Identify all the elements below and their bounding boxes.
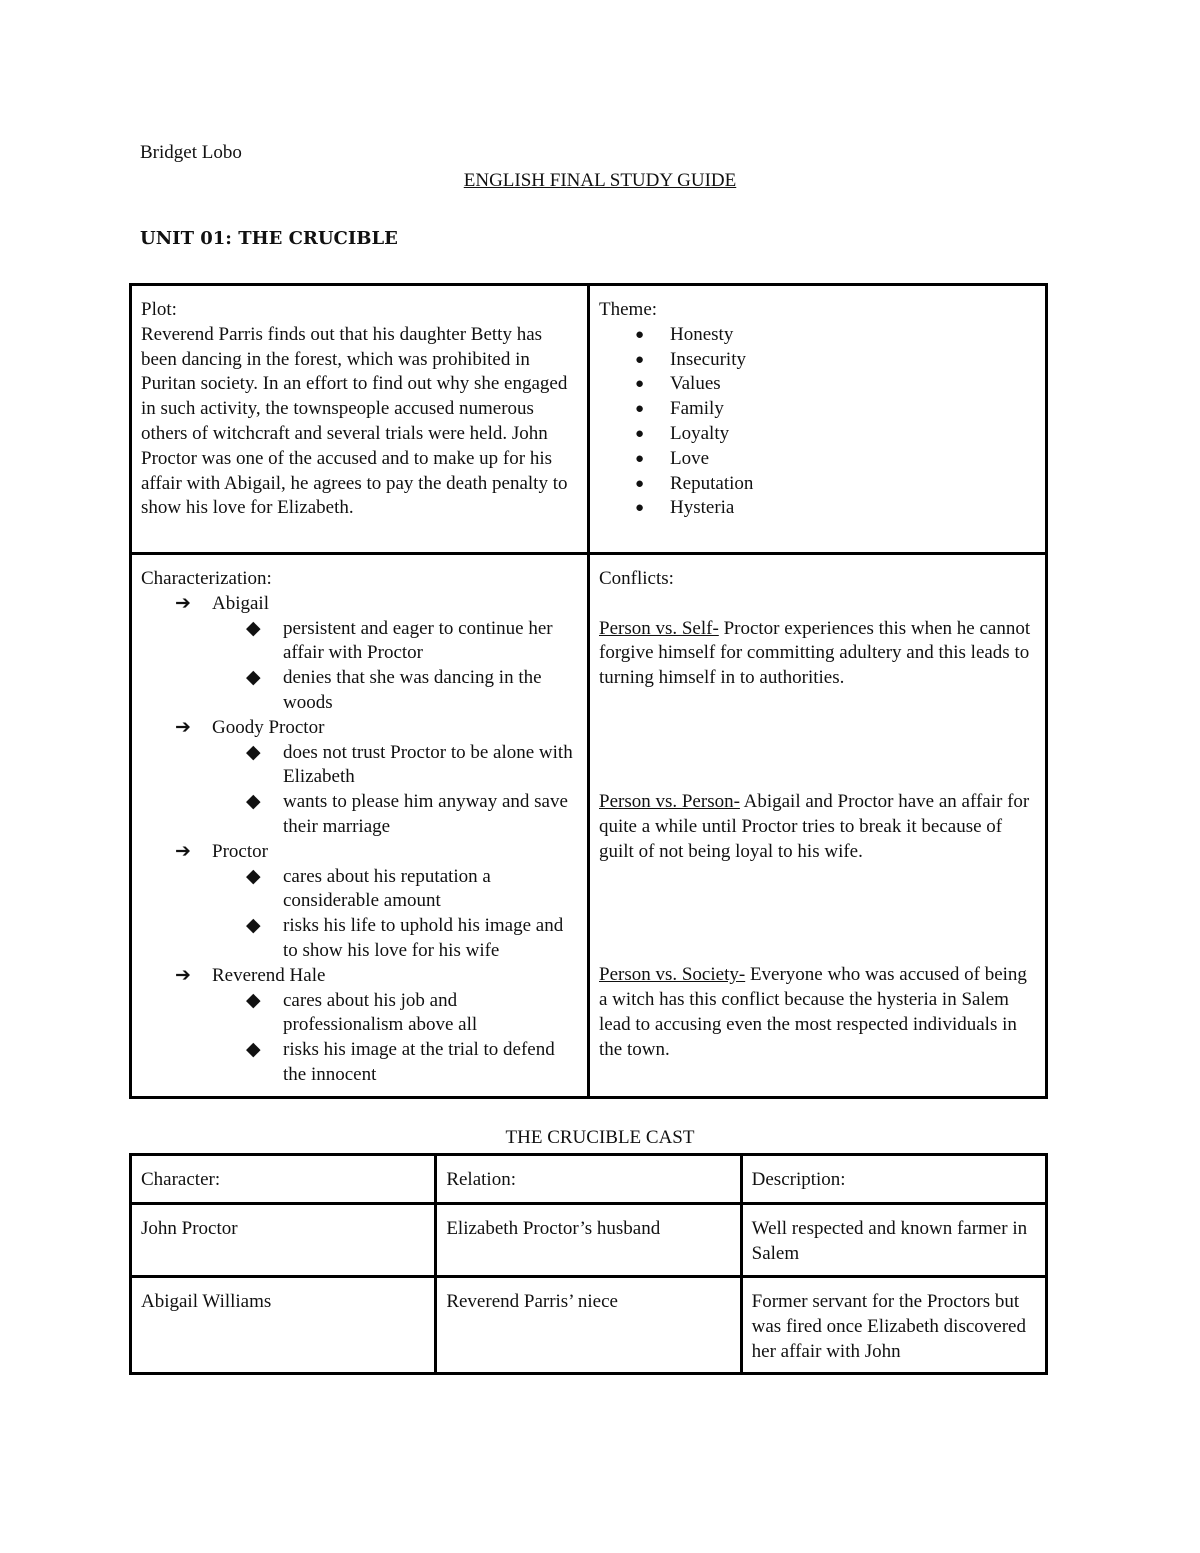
conflict-type: Person vs. Person- xyxy=(599,790,740,812)
list-item: ● Values xyxy=(599,372,1037,397)
filled-diamond-icon: ◆ xyxy=(246,791,261,813)
list-item: ● Hysteria xyxy=(599,496,1037,521)
theme-cell xyxy=(589,285,1047,554)
right-arrow-icon: ➔ xyxy=(175,592,191,614)
trait-item xyxy=(142,741,579,791)
trait-list xyxy=(212,989,579,1088)
trait-item xyxy=(142,865,579,915)
conflict-self xyxy=(599,617,1037,691)
character-name: Goody Proctor xyxy=(212,716,325,738)
table-cell: Abigail Williams xyxy=(131,1277,436,1374)
trait-text: risks his image at the trial to defend the innocent xyxy=(283,1039,555,1085)
character-item xyxy=(141,964,579,1088)
list-item: ● Reputation xyxy=(599,472,1037,497)
filled-diamond-icon: ◆ xyxy=(246,1039,261,1061)
table-row xyxy=(131,1277,1047,1374)
column-header: Relation: xyxy=(436,1155,741,1204)
conflict-type: Person vs. Self- xyxy=(599,617,719,639)
conflict-text: Proctor experiences this when he cannot forgive himself for committing adultery and this leads to turning himself in to authorities. xyxy=(599,617,1031,689)
character-name: Proctor xyxy=(212,840,268,862)
trait-text: denies that she was dancing in the woods xyxy=(283,667,542,713)
trait-text: cares about his reputation a considerable amount xyxy=(283,865,491,912)
table-cell: Reverend Parris’ niece xyxy=(436,1277,741,1374)
filled-diamond-icon: ◆ xyxy=(246,989,261,1011)
trait-item xyxy=(142,790,579,840)
list-item: ● Love xyxy=(599,447,1037,472)
character-item xyxy=(141,592,579,716)
trait-list xyxy=(212,741,579,840)
theme-list xyxy=(599,323,1037,521)
unit-heading: UNIT 01: THE CRUCIBLE xyxy=(140,228,398,249)
author-name: Bridget Lobo xyxy=(140,142,242,163)
right-arrow-icon: ➔ xyxy=(175,716,191,738)
character-name: Reverend Hale xyxy=(212,964,326,986)
plot-cell xyxy=(131,285,589,554)
column-header: Character: xyxy=(131,1155,436,1204)
list-item: ● Family xyxy=(599,397,1037,422)
table-row xyxy=(131,554,1047,1098)
list-item: ● Loyalty xyxy=(599,422,1037,447)
filled-diamond-icon: ◆ xyxy=(246,617,261,639)
trait-item xyxy=(142,666,579,716)
filled-diamond-icon: ◆ xyxy=(246,741,261,763)
plot-label: Plot: xyxy=(141,299,177,320)
table-cell: John Proctor xyxy=(131,1204,436,1277)
list-item: ● Insecurity xyxy=(599,348,1037,373)
trait-list xyxy=(212,865,579,964)
trait-text: cares about his job and professionalism above all xyxy=(283,989,478,1036)
document-title: ENGLISH FINAL STUDY GUIDE xyxy=(463,170,737,191)
character-item xyxy=(141,716,579,840)
right-arrow-icon: ➔ xyxy=(175,964,191,986)
plot-text: Reverend Parris finds out that his daughter Betty has been dancing in the forest, which was prohibited in Puritan society. In an effort to find out why she engaged in such activity, the townspeople accused numerous others of witchcraft and several trials were held. John Proctor was one of the accused and to make up for his affair with Abigail, he agrees to pay the death penalty to show his love for Elizabeth. xyxy=(141,323,568,519)
cast-table xyxy=(129,1153,1048,1375)
trait-text: wants to please him anyway and save their marriage xyxy=(283,791,568,837)
study-guide-table xyxy=(129,283,1048,1099)
table-cell: Well respected and known farmer in Salem xyxy=(741,1204,1046,1277)
characterization-label: Characterization: xyxy=(141,568,272,589)
table-row xyxy=(131,285,1047,554)
trait-item xyxy=(142,989,579,1039)
filled-diamond-icon: ◆ xyxy=(246,915,261,937)
table-cell: Former servant for the Proctors but was fired once Elizabeth discovered her affair with John xyxy=(741,1277,1046,1374)
trait-item xyxy=(142,617,579,667)
characterization-cell xyxy=(131,554,589,1098)
conflict-text: Abigail and Proctor have an affair for quite a while until Proctor tries to break it because of guilt of not being loyal to his wife. xyxy=(599,790,1030,862)
trait-item xyxy=(142,914,579,964)
theme-label: Theme: xyxy=(599,299,658,320)
conflicts-label: Conflicts: xyxy=(599,568,674,589)
list-item: ● Honesty xyxy=(599,323,1037,348)
table-cell: Elizabeth Proctor’s husband xyxy=(436,1204,741,1277)
character-item xyxy=(141,840,579,964)
trait-text: risks his life to uphold his image and to show his love for his wife xyxy=(283,915,564,961)
trait-item xyxy=(142,1038,579,1088)
conflict-society xyxy=(599,963,1037,1062)
conflict-type: Person vs. Society- xyxy=(599,964,746,986)
table-row xyxy=(131,1204,1047,1277)
column-header: Description: xyxy=(741,1155,1046,1204)
right-arrow-icon: ➔ xyxy=(175,840,191,862)
conflict-text: Everyone who was accused of being a witch has this conflict because the hysteria in Salem lead to accusing even the most respected individuals in the town. xyxy=(599,964,1027,1060)
filled-diamond-icon: ◆ xyxy=(246,667,261,689)
trait-list xyxy=(212,617,579,716)
conflicts-cell xyxy=(589,554,1047,1098)
character-name: Abigail xyxy=(212,592,269,614)
trait-text: does not trust Proctor to be alone with Elizabeth xyxy=(283,741,573,788)
conflict-person xyxy=(599,790,1037,864)
trait-text: persistent and eager to continue her affair with Proctor xyxy=(283,617,553,664)
filled-diamond-icon: ◆ xyxy=(246,865,261,887)
character-list xyxy=(141,592,579,1088)
table-header-row xyxy=(131,1155,1047,1204)
cast-title: THE CRUCIBLE CAST xyxy=(505,1127,695,1148)
